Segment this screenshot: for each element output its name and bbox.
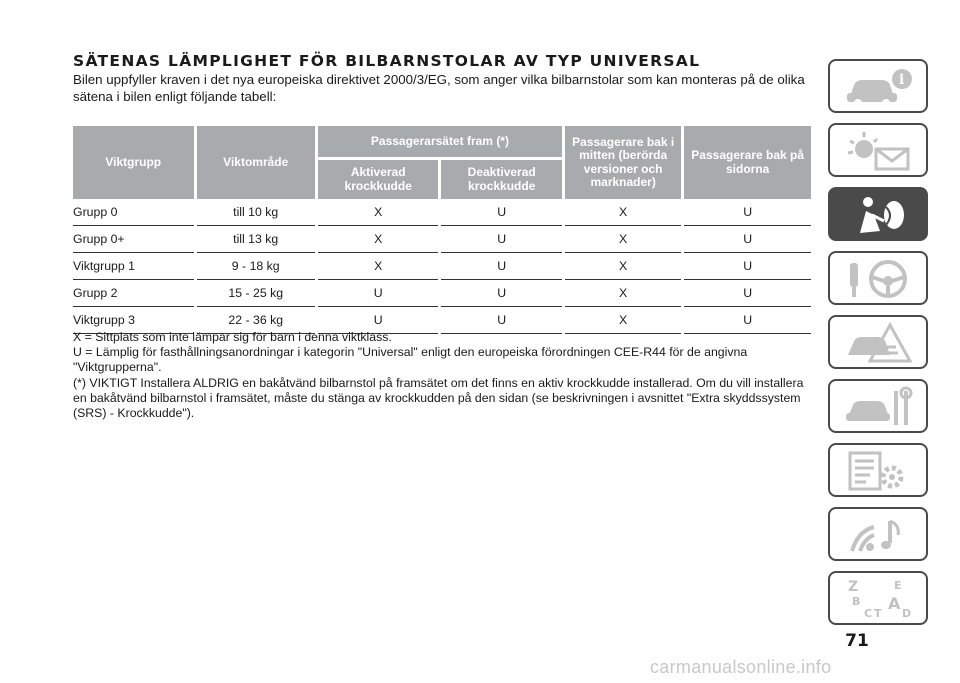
note-u: U = Lämplig för fasthållningsanordningar i kategorin "Universal" enligt den europeiska förordningen CEE-R44 för de angivna "Viktgrupperna". xyxy=(73,345,748,375)
table-row xyxy=(73,280,811,307)
header-airbag-off: Deaktiverad krockkudde xyxy=(441,157,562,199)
index-letter: D xyxy=(902,607,912,620)
index-letter: A xyxy=(888,594,901,613)
cell-rear-sides: U xyxy=(684,307,811,334)
note-x: X = Sittplats som inte lämpar sig för barn i denna viktklass. xyxy=(73,330,392,344)
cell-weight-group: Grupp 0 xyxy=(73,199,194,226)
cell-weight-group: Viktgrupp 1 xyxy=(73,253,194,280)
cell-airbag-off: U xyxy=(441,199,562,226)
cell-airbag-off: U xyxy=(441,253,562,280)
svg-text:i: i xyxy=(899,72,905,88)
tab-car-tools[interactable] xyxy=(828,379,928,433)
specs-gear-icon xyxy=(844,449,916,493)
cell-weight-range: 15 - 25 kg xyxy=(197,280,315,307)
cell-rear-middle: X xyxy=(565,307,681,334)
table-row xyxy=(73,226,811,253)
cell-weight-range: 9 - 18 kg xyxy=(197,253,315,280)
cell-weight-group: Grupp 0+ xyxy=(73,226,194,253)
intro-text: Bilen uppfyller kraven i det nya europeiska direktivet 2000/3/EG, som anger vilka bilbarnstolar som kan monteras på de olika sätena i bilen enligt följande tabell: xyxy=(73,72,805,104)
cell-airbag-on: X xyxy=(318,226,439,253)
page-number: 71 xyxy=(845,631,869,651)
cell-rear-sides: U xyxy=(684,253,811,280)
tab-dashboard-lights[interactable] xyxy=(828,123,928,177)
tab-car-info[interactable] xyxy=(828,59,928,113)
tab-seat-airbag[interactable] xyxy=(828,187,928,241)
cell-airbag-on: X xyxy=(318,253,439,280)
tab-multimedia[interactable] xyxy=(828,507,928,561)
cell-airbag-off: U xyxy=(441,226,562,253)
header-rear-middle: Passagerare bak i mitten (berörda versioner och marknader) xyxy=(565,126,681,199)
tab-specs[interactable] xyxy=(828,443,928,497)
cell-rear-middle: X xyxy=(565,253,681,280)
index-letter: Z xyxy=(848,579,859,595)
cell-airbag-on: U xyxy=(318,307,439,334)
index-letter: E xyxy=(894,579,902,592)
cell-weight-range: till 13 kg xyxy=(197,226,315,253)
page-title: SÄTENAS LÄMPLIGHET FÖR BILBARNSTOLAR AV TYP UNIVERSAL xyxy=(73,52,701,70)
table-row xyxy=(73,199,811,226)
table-row xyxy=(73,253,811,280)
cell-airbag-off: U xyxy=(441,307,562,334)
cell-rear-middle: X xyxy=(565,199,681,226)
watermark: carmanualsonline.info xyxy=(650,657,832,677)
multimedia-icon xyxy=(844,513,916,557)
cell-weight-group: Viktgrupp 3 xyxy=(73,307,194,334)
cell-weight-range: 22 - 36 kg xyxy=(197,307,315,334)
tab-car-warning[interactable] xyxy=(828,315,928,369)
cell-airbag-off: U xyxy=(441,280,562,307)
cell-rear-sides: U xyxy=(684,199,811,226)
cell-rear-middle: X xyxy=(565,226,681,253)
index-letters-icon xyxy=(844,577,916,621)
key-steering-wheel-icon xyxy=(844,257,916,301)
tab-index[interactable] xyxy=(828,571,928,625)
header-airbag-on: Aktiverad krockkudde xyxy=(318,157,439,199)
cell-airbag-on: X xyxy=(318,199,439,226)
header-front-seat: Passagerarsätet fram (*) xyxy=(318,126,562,157)
car-warning-icon xyxy=(844,321,916,365)
tab-key-steering[interactable] xyxy=(828,251,928,305)
cell-weight-group: Grupp 2 xyxy=(73,280,194,307)
car-info-icon xyxy=(844,65,916,109)
table-notes xyxy=(73,330,818,421)
header-rear-sides: Passagerare bak på sidorna xyxy=(684,126,811,199)
svg-text:ZEABCTD xyxy=(848,579,911,620)
header-weight-range: Viktområde xyxy=(197,126,315,199)
cell-airbag-on: U xyxy=(318,280,439,307)
index-letter: B xyxy=(852,595,861,608)
car-tools-icon xyxy=(844,385,916,429)
note-warning: (*) VIKTIGT Installera ALDRIG en bakåtvänd bilbarnstol på framsätet om det finns en aktiv krockkudde installerad. Om du vill installera en bakåtvänd bilbarnstol i framsätet, måste du stänga av krockkudden på den sidan (se beskrivningen i avsnittet "Extra skyddssystem (SRS) - Krockkudde"). xyxy=(73,375,804,421)
child-seat-table xyxy=(70,126,814,334)
header-weight-group: Viktgrupp xyxy=(73,126,194,199)
seat-airbag-icon xyxy=(844,193,916,237)
index-letter: C xyxy=(864,607,873,620)
cell-rear-sides: U xyxy=(684,280,811,307)
cell-rear-sides: U xyxy=(684,226,811,253)
cell-weight-range: till 10 kg xyxy=(197,199,315,226)
cell-rear-middle: X xyxy=(565,280,681,307)
index-letter: T xyxy=(874,607,882,620)
dashboard-lights-icon xyxy=(844,129,916,173)
